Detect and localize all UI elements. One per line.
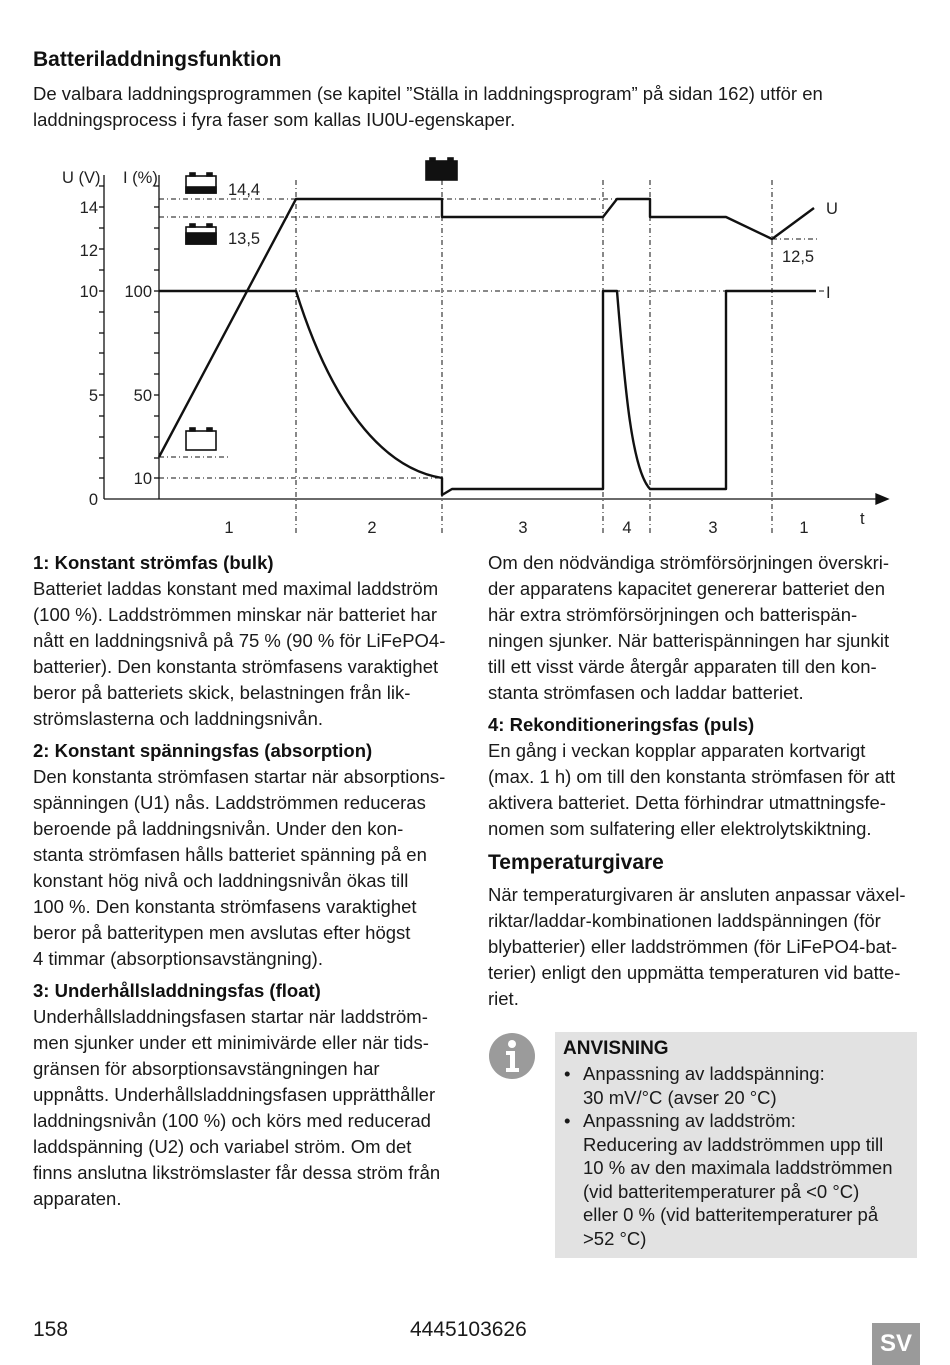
- ref-label: 12,5: [782, 248, 815, 266]
- phase-label: 3: [518, 519, 528, 537]
- series-label-i: I: [826, 284, 831, 302]
- current-curve: [159, 291, 816, 495]
- section-text: Batteriet laddas konstant med maximal laddström (100 %). Laddströmmen minskar när batteriet har nått en laddningsnivå på 75 % (90 % för LiFePO4- batterier). Den konstanta strömfasens varaktighet beror på batteriets skick, belastningen från lik- strömslasterna och laddningsnivån.: [33, 578, 446, 729]
- section-heading: 4: Rekonditioneringsfas (puls): [488, 714, 755, 735]
- note-box: [555, 1032, 917, 1258]
- tick-label: 50: [133, 387, 152, 405]
- note-heading: ANVISNING: [563, 1038, 669, 1059]
- phase-label: 1: [799, 519, 809, 537]
- section-heading: 1: Konstant strömfas (bulk): [33, 552, 274, 573]
- battery-icon: [186, 224, 216, 244]
- left-column: [33, 550, 458, 1218]
- x-axis-arrow: [876, 494, 888, 504]
- phase-label: 2: [367, 519, 377, 537]
- tick-label: 100: [124, 283, 152, 301]
- intro-text: De valbara laddningsprogrammen (se kapitel ”Ställa in laddningsprogram” på sidan 162) utför en laddningsprocess i fyra faser som kallas IU0U-egenskaper.: [33, 83, 823, 130]
- charging-chart: [0, 150, 950, 540]
- tick-label: 5: [88, 387, 98, 405]
- info-icon: [488, 1032, 536, 1080]
- ref-label: 13,5: [228, 230, 261, 248]
- section-text: Underhållsladdningsfasen startar när laddström- men sjunker under ett minimivärde eller när tids- gränsen för absorptionsavstängningen har uppnåtts. Underhållsladdningsfasen upprätthåller laddningsnivån (100 %) och körs med reducerad laddspänning (U2) och variabel ström. Om det finns anslutna likströmslaster får dessa ström från apparaten.: [33, 1006, 441, 1209]
- page-number: 158: [33, 1318, 69, 1341]
- note-list: [555, 1062, 917, 1250]
- tick-label: 10: [79, 283, 98, 301]
- battery-icon: [186, 428, 216, 450]
- section-text: En gång i veckan kopplar apparaten kortvarigt (max. 1 h) om till den konstanta strömfasen för att aktivera batteriet. Detta förhindrar utmattningsfe- nomen som sulfatering eller elektrolytskiktning.: [488, 740, 896, 839]
- tick-label: 0: [88, 491, 98, 509]
- tick-label: 12: [79, 242, 98, 260]
- list-item: • Anpassning av laddspänning: 30 mV/°C (avser 20 °C): [583, 1062, 917, 1109]
- temperature-text: När temperaturgivaren är ansluten anpassar växel- riktar/laddar-kombinationen laddspänningen (för blybatterier) eller laddströmmen (för LiFePO4-bat- terier) enligt den uppmätta temperaturen vid batte- riet.: [488, 884, 906, 1009]
- tick-label: 10: [133, 470, 152, 488]
- document-number: 4445103626: [410, 1318, 527, 1341]
- tick-label: 14: [79, 199, 98, 217]
- ref-label: 14,4: [228, 181, 261, 199]
- overload-text: Om den nödvändiga strömförsörjningen överskri- der apparatens kapacitet genererar batteriet den här extra strömförsörjningen och batterispän- ningen sjunker. När batterispänningen har sjunkit till ett visst värde återgår apparaten till den kon- stanta strömfasen och laddar batteriet.: [488, 552, 890, 703]
- x-axis-label: t: [860, 510, 865, 528]
- section-heading: 2: Konstant spänningsfas (absorption): [33, 740, 373, 761]
- page-title: Batteriladdningsfunktion: [33, 48, 282, 71]
- axis-label-current: I (%): [123, 169, 158, 187]
- right-column: [488, 550, 913, 1018]
- section-text: Den konstanta strömfasen startar när absorptions- spänningen (U1) nås. Laddströmmen reduceras beroende på laddningsnivån. Under den kon- stanta strömfasen hålls batteriet spänning på en konstant hög nivå och laddningsnivån ökas till 100 %. Den konstanta strömfasens varaktighet beror på batteritypen men avslutas efter högst 4 timmar (absorptionsavstängning).: [33, 766, 446, 969]
- phase-label: 1: [224, 519, 234, 537]
- axis-label-voltage: U (V): [62, 169, 101, 187]
- temperature-heading: Temperaturgivare: [488, 851, 664, 874]
- battery-icon: [186, 173, 216, 193]
- phase-label: 4: [622, 519, 632, 537]
- series-label-u: U: [826, 200, 838, 218]
- battery-icon: [426, 158, 457, 180]
- list-item: • Anpassning av laddström: Reducering av laddströmmen upp till 10 % av den maximala laddströmmen (vid batteritemperaturer på <0 °C) eller 0 % (vid batteritemperaturer på >52 °C): [583, 1109, 917, 1250]
- section-heading: 3: Underhållsladdningsfas (float): [33, 980, 321, 1001]
- phase-label: 3: [708, 519, 718, 537]
- language-badge: SV: [872, 1323, 920, 1365]
